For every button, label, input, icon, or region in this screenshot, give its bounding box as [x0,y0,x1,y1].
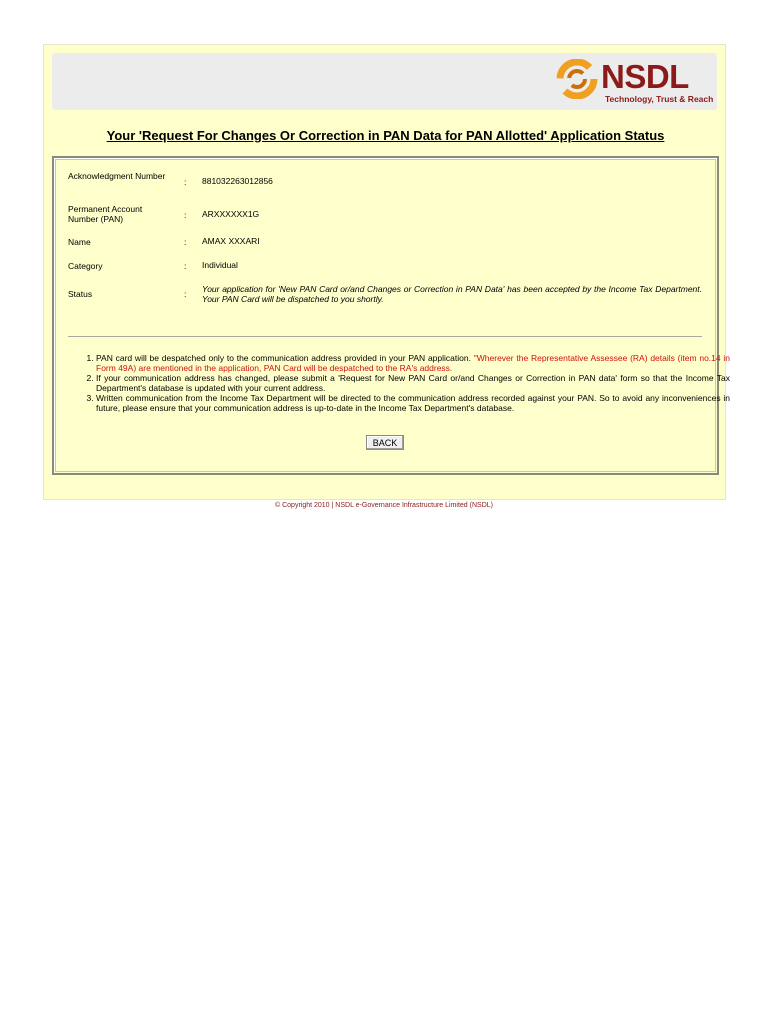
copyright-footer: © Copyright 2010 | NSDL e-Governance Infrastructure Limited (NSDL) [275,502,493,509]
status-panel [52,156,731,475]
page-container [43,44,731,500]
acknowledgment-number: 881032263012856 [202,176,273,186]
detail-label: Acknowledgment Number [68,171,166,181]
detail-label: Status [68,289,93,299]
applicant-name: AMAX XXXARI [202,236,260,246]
header-band [52,53,717,110]
brand-name: NSDL [601,58,689,95]
separator: : [184,237,187,247]
page-title: Your 'Request For Changes Or Correction in PAN Data for PAN Allotted' Application Status [106,128,665,143]
swirl-logo-icon [555,59,601,99]
separator: : [184,289,187,299]
pan-number: ARXXXXXX1G [202,209,260,219]
status-message: Your application for 'New PAN Card or/and Changes or Correction in PAN Data' has been accepted by the Income Tax Department. Your PAN Card will be dispatched to you shortly. [202,284,702,304]
brand-tagline: Technology, Trust & Reach [605,94,714,104]
detail-label: Permanent Account Number (PAN) [68,204,143,224]
note-item: 3. Written communication from the Income Tax Department will be directed to the communication address recorded against your PAN. So to avoid any inconveniences in future, please ensure that your communication address is up-to-date in the Income Tax Department's database. [96,393,730,413]
detail-label: Category [68,261,103,271]
detail-label: Name [68,237,91,247]
note-item: 2. If your communication address has changed, please submit a 'Request for New PAN Card or/and Changes or Correction in PAN data' form so that the Income Tax Department's database is updated with your current address. [96,373,730,393]
notes-list [68,353,730,413]
note-item: 1. PAN card will be despatched only to the communication address provided in your PAN application. "Wherever the Representative Assessee (RA) details (item no.14 in Form 49A) are mentioned in the application, PAN Card will be despatched to the RA's address. [96,353,730,373]
divider [68,336,702,337]
back-button[interactable]: BACK [366,435,404,450]
nsdl-logo [551,57,714,105]
separator: : [184,177,187,187]
category-value: Individual [202,260,238,270]
separator: : [184,261,187,271]
ra-notice: "Wherever the Representative Assessee (RA) details (item no.14 in Form 49A) are mentioned in the application, PAN Card will be despatched to the RA's address. [96,353,731,373]
separator: : [184,210,187,220]
